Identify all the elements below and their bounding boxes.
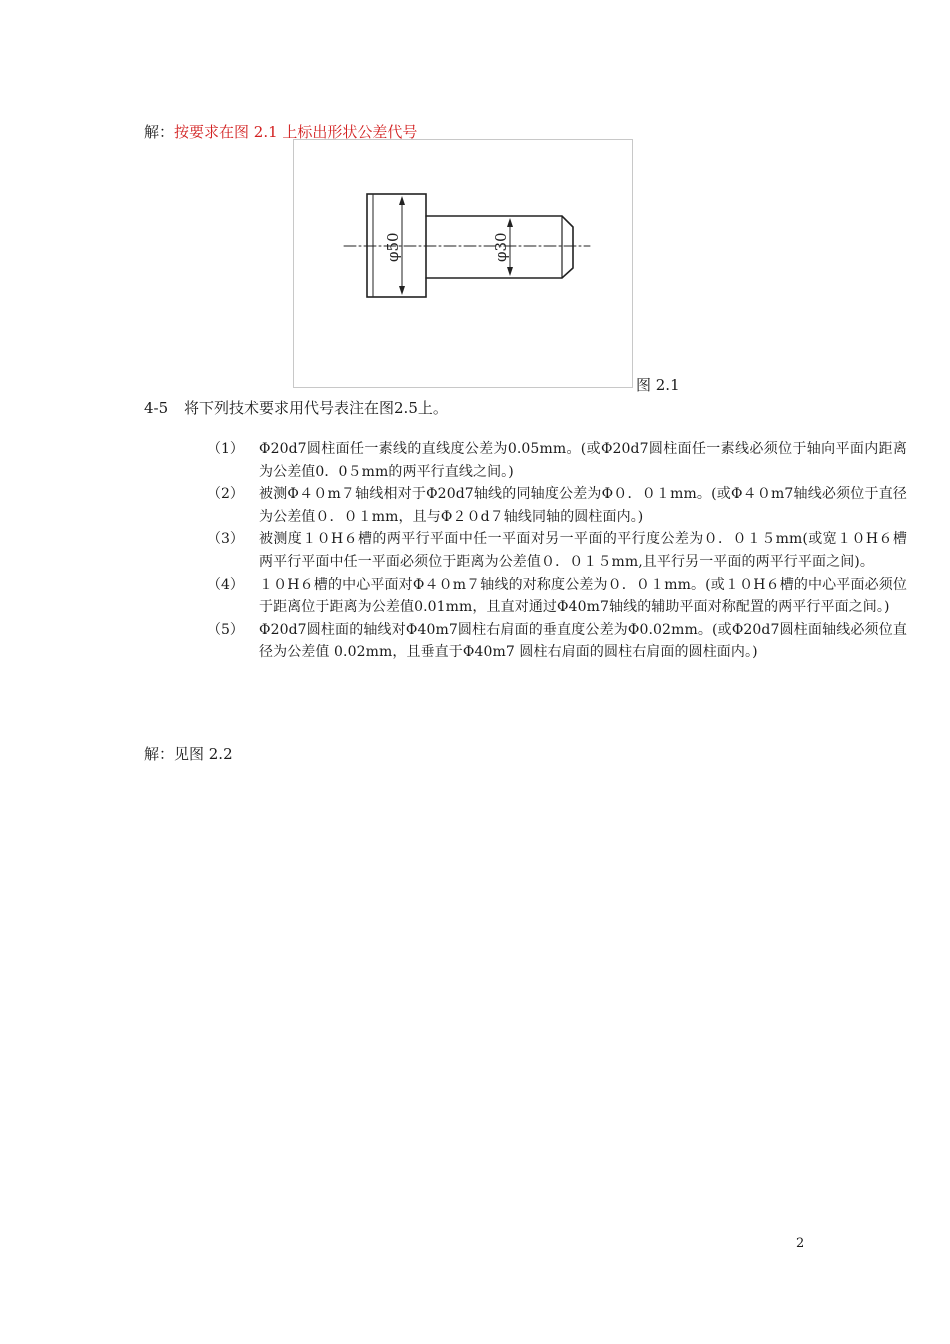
requirement-number: （1） <box>207 441 244 457</box>
requirement-item <box>207 438 907 483</box>
requirement-item <box>207 574 907 619</box>
requirement-item <box>207 483 907 528</box>
problem-number: 4-5 <box>144 399 169 417</box>
requirement-text: 被测度１０H６槽的两平行平面中任一平面对另一平面的平行度公差为０．０１５mm(或宽１０H６槽两平行平面中任一平面必须位于距离为公差值０．０１５mm,且平行另一平面的两平行平面之间)。 <box>259 531 907 570</box>
figure-frame <box>293 139 633 388</box>
page-number: 2 <box>796 1236 805 1251</box>
requirement-number: （5） <box>207 621 244 638</box>
requirement-text: 被测Φ４０m７轴线相对于Φ20d7轴线的同轴度公差为Φ０．０１mm。(或Φ４０m7轴线必须位于直径为公差值０．０１mm，且与Φ２０d７轴线同轴的圆柱面内。) <box>259 486 907 525</box>
requirement-number: （4） <box>207 576 244 593</box>
requirement-number: （2） <box>207 486 244 503</box>
shaft-drawing <box>294 140 634 389</box>
requirement-text: １０H６槽的中心平面对Φ４０m７轴线的对称度公差为０．０１mm。(或１０H６槽的中心平面必须位于距离位于距离为公差值0.01mm，且直对通过Φ40m7轴线的辅助平面对称配置的两平行平面之间。) <box>259 576 907 616</box>
problem-heading <box>144 398 448 418</box>
solution-line: 解：见图 2.2 <box>144 745 233 763</box>
requirement-number: （3） <box>207 531 244 548</box>
dim-arrow-50-top <box>399 196 405 205</box>
requirement-item <box>207 528 907 573</box>
requirement-text: Φ20d7圆柱面任一素线的直线度公差为0.05mm。(或Φ20d7圆柱面任一素线必须位于轴向平面内距离为公差值0．0５mm的两平行直线之间。) <box>259 441 907 480</box>
requirements-list <box>207 438 907 664</box>
dimension-label-50: φ50 <box>384 232 402 262</box>
dimension-label-30: φ30 <box>492 232 510 262</box>
answer-prefix: 解： <box>144 123 175 141</box>
dim-arrow-30-bottom <box>507 267 513 276</box>
answer-text: 按要求在图 2.1 上标出形状公差代号 <box>174 123 418 141</box>
dim-arrow-50-bottom <box>399 286 405 295</box>
problem-text: 将下列技术要求用代号表注在图2.5上。 <box>184 399 448 417</box>
figure-caption: 图 2.1 <box>636 376 680 394</box>
requirement-text: Φ20d7圆柱面的轴线对Φ40m7圆柱右肩面的垂直度公差为Φ0.02mm。(或Φ20d7圆柱面轴线必须位直径为公差值 0.02mm，且垂直于Φ40m7 圆柱右肩面的圆柱右肩面的圆柱面内。) <box>259 621 907 661</box>
dim-arrow-30-top <box>507 218 513 227</box>
requirement-item <box>207 619 907 664</box>
